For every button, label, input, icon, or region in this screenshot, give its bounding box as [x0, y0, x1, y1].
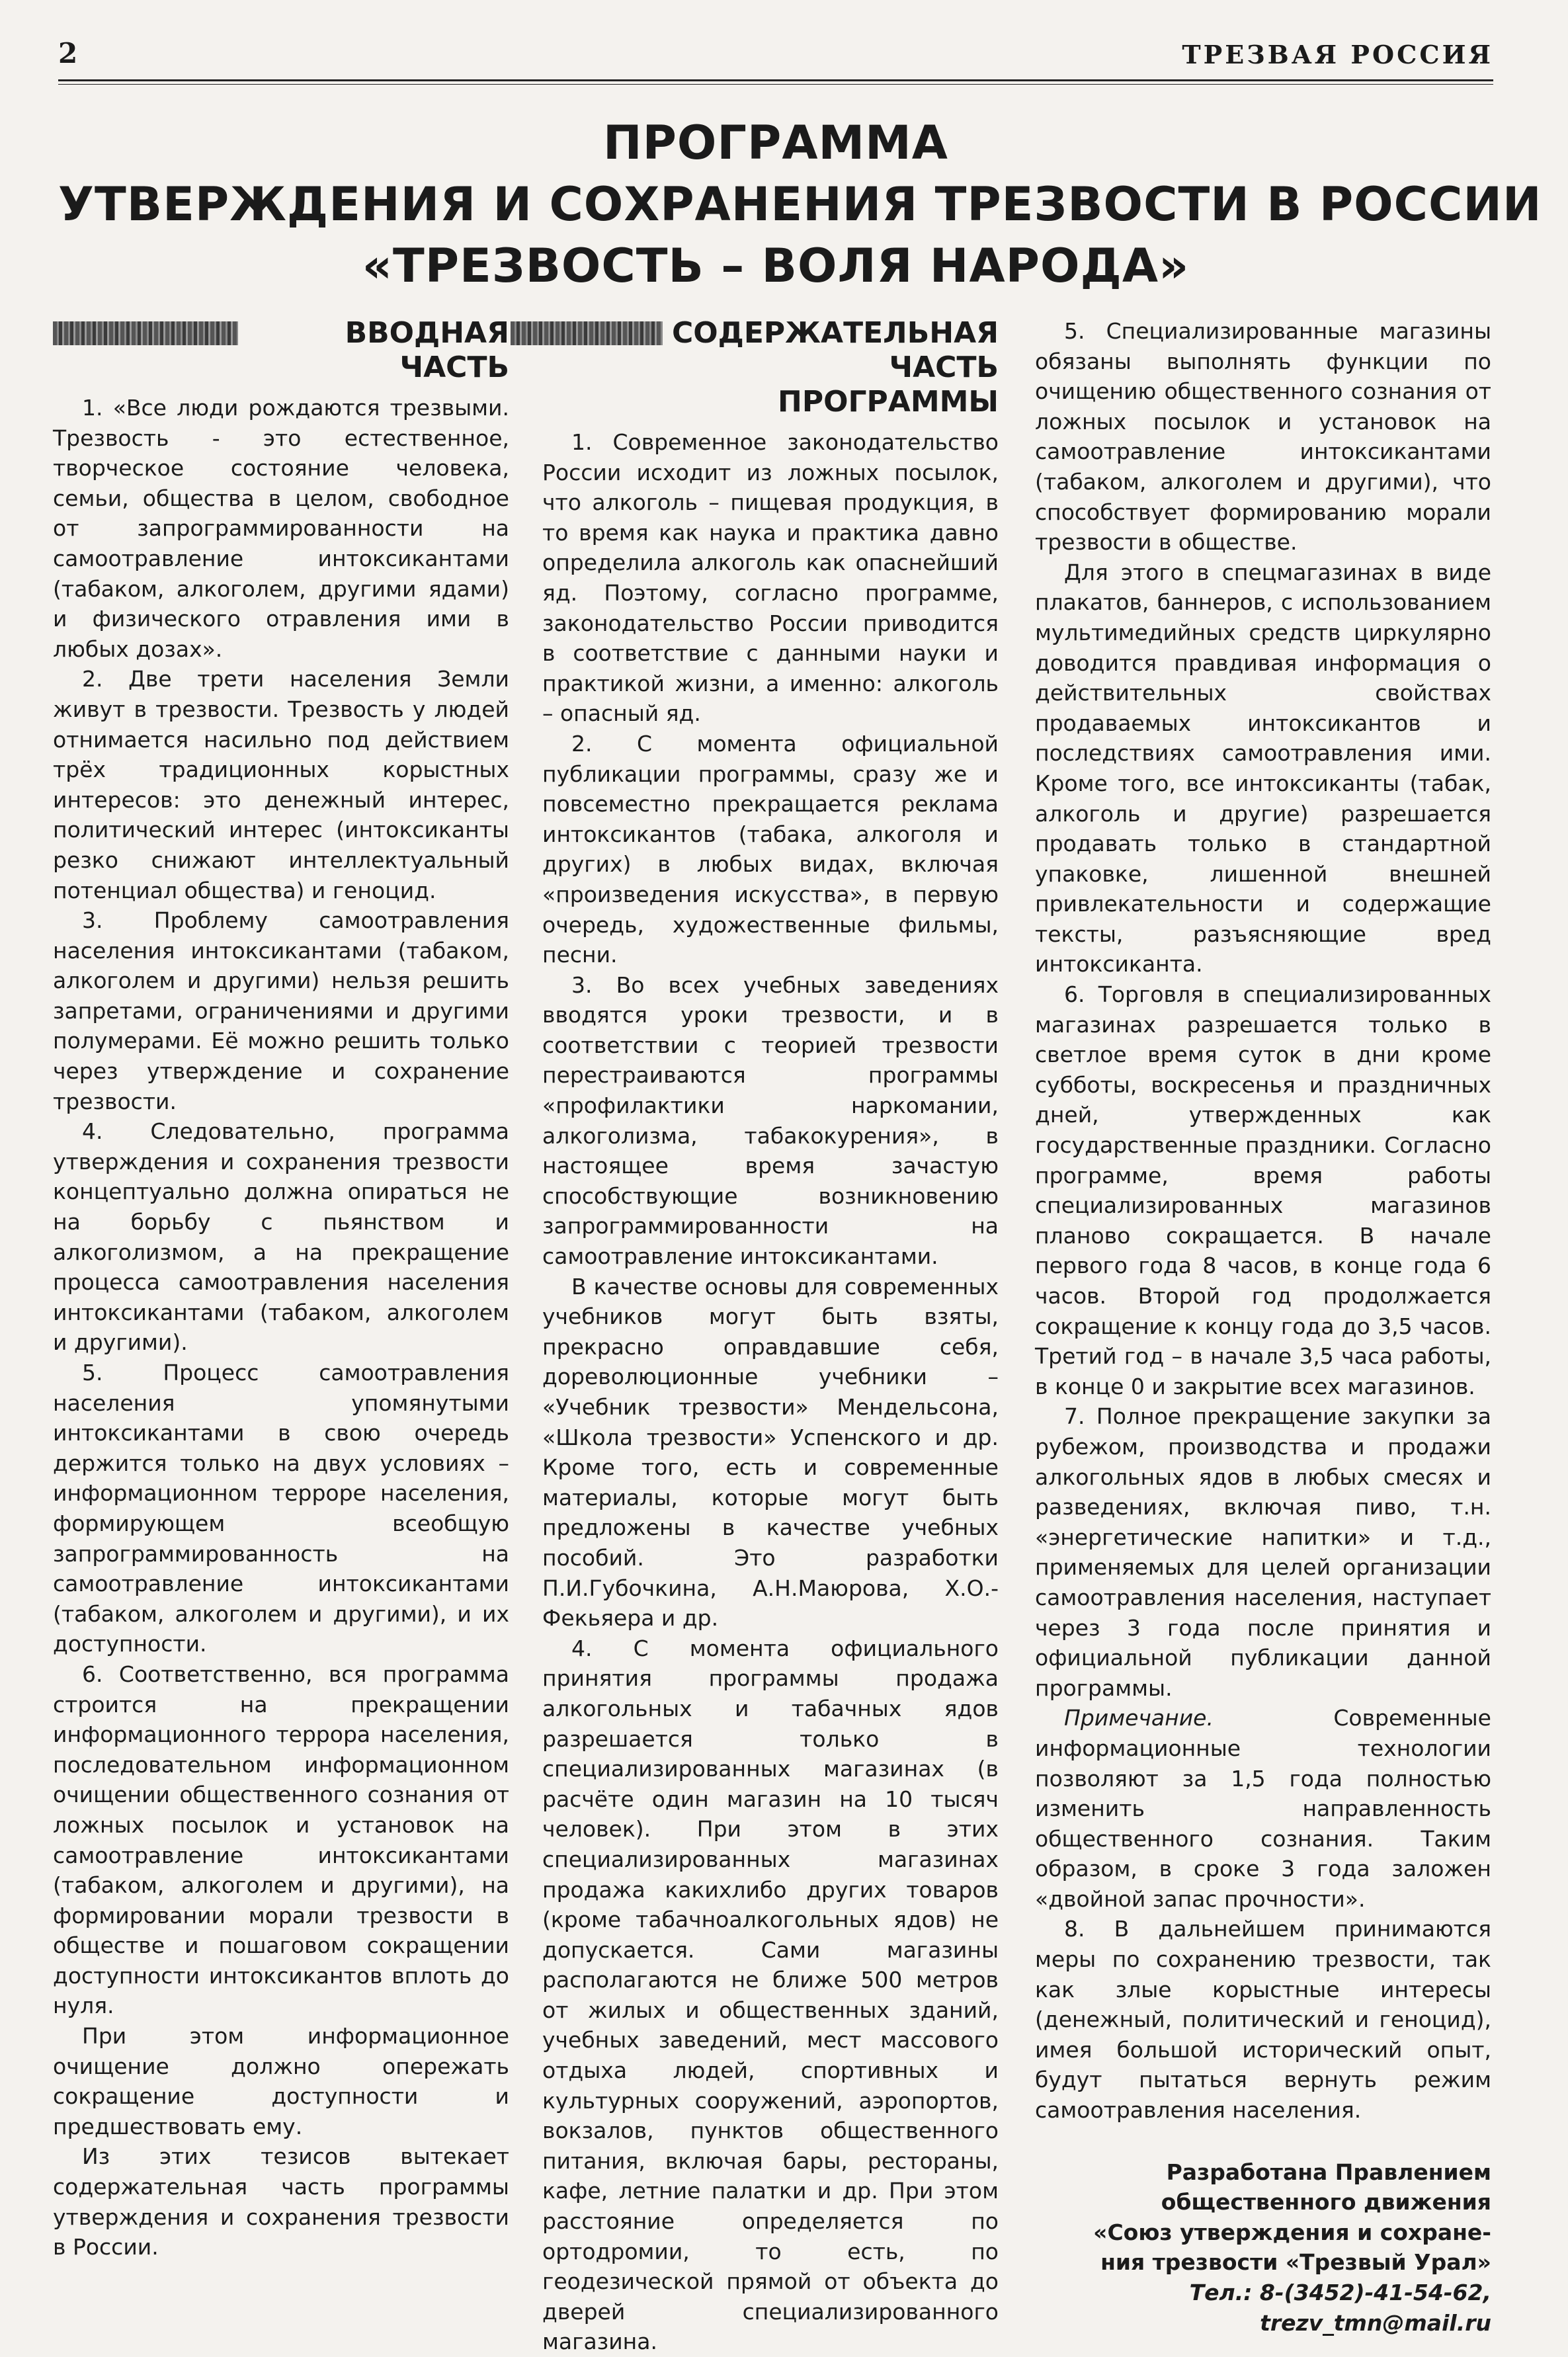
article-title: [58, 112, 1542, 297]
page-number: 2: [58, 37, 78, 69]
newspaper-name: ТРЕЗВАЯ РОССИЯ: [1182, 40, 1493, 69]
title-line-2: УТВЕРЖДЕНИЯ И СОХРАНЕНИЯ ТРЕЗВОСТИ В РОССИИ: [58, 177, 1542, 231]
paragraph: 6. Соответственно, вся программа строится на прекращении информационного террора населения, последовательном информационном очищении общественного сознания от ложных посылок и установок на самоотравление интоксикантами (табаком, алкоголем и другими), на формировании морали трезвости в обществе и пошаговом сокращении доступности интоксикантов вплоть до нуля.: [53, 1661, 509, 2019]
signature-line-2: общественного движения: [1161, 2189, 1491, 2215]
paragraph: При этом информационное очищение должно опережать сокращение доступности и предшествовать ему.: [53, 2023, 509, 2139]
column-intro: [53, 316, 509, 2262]
column-content: [542, 316, 999, 2357]
content-heading-line-2: ЧАСТЬ ПРОГРАММЫ: [778, 351, 999, 419]
signature-line-4: ния трезвости «Трезвый Урал»: [1100, 2249, 1491, 2276]
page-header: [58, 37, 1493, 77]
paragraph: 1. «Все люди рождаются трезвыми. Трезвость - это естественное, творческое состояние человека, семьи, общества в целом, свободное от запрограммированности на самоотравление интоксикантами (табаком, алкоголем, другими ядами) и физического отравления ими в любых дозах».: [53, 395, 509, 662]
column-content-continued: [1035, 316, 1491, 2338]
heading-bar: [53, 321, 238, 345]
paragraph: 8. В дальнейшем принимаются меры по сохранению трезвости, так как злые корыстные интересы (денежный, политический и геноцид), имея большой исторический опыт, будут пытаться вернуть режим самоотравления населения.: [1035, 1916, 1491, 2124]
intro-heading: [53, 316, 509, 385]
contact-email: trezv_tmn@mail.ru: [1260, 2309, 1491, 2336]
paragraph: 2. Две трети населения Земли живут в трезвости. Трезвость у людей отнимается насильно под действием трёх традиционных корыстных интересов: это денежный интерес, политический интерес (интоксиканты резко снижают интеллектуальный потенциал общества) и геноцид.: [53, 666, 509, 903]
title-line-1: ПРОГРАММА: [603, 116, 948, 170]
paragraph: 4. С момента официального принятия программы продажа алкогольных и табачных ядов разрешается только в специализированных магазинах (в расчёте один магазин на 10 тысяч человек). При этом в этих специализированных магазинах продажа какихлибо других товаров (кроме табачноалкогольных ядов) не допускается. Сами магазины располагаются не ближе 500 метров от жилых и общественных зданий, учебных заведений, мест массового отдыха людей, спортивных и культурных сооружений, аэропортов, вокзалов, пунктов общественного питания, включая бары, рестораны, кафе, летние палатки и др. При этом расстояние определяется по ортодромии, то есть, по геодезической прямой от объекта до дверей специализированного магазина.: [542, 1635, 999, 2355]
paragraph: В качестве основы для современных учебников могут быть взяты, прекрасно оправдавшие себя, дореволюционные учебники – «Учебник трезвости» Мендельсона, «Школа трезвости» Успенского и др. Кроме того, есть и современные материалы, которые могут быть предложены в качестве учебных пособий. Это разработки П.И.Губочкина, А.Н.Маюрова, Х.О.-Фекьяера и др.: [542, 1273, 999, 1632]
intro-heading-text: ВВОДНАЯ ЧАСТЬ: [345, 316, 509, 384]
paragraph: Для этого в спецмагазинах в виде плакатов, баннеров, с использованием мультимедийных средств циркулярно доводится правдивая информация о действительных свойствах продаваемых интоксикантов и последствиях самоотравления ими. Кроме того, все интоксиканты (табак, алкоголь и другие) разрешается продавать только в стандартной упаковке, лишенной внешней привлекательности и содержащие тексты, разъясняющие вред интоксиканта.: [1035, 559, 1491, 977]
paragraph: 6. Торговля в специализированных магазинах разрешается только в светлое время суток в дни кроме субботы, воскресенья и праздничных дней, утвержденных как государственные праздники. Согласно программе, время работы специализированных магазинов планово сокращается. В начале первого года 8 часов, в конце года 6 часов. Второй год продолжается сокращение к концу года до 3,5 часов. Третий год – в начале 3,5 часа работы, в конце 0 и закрытие всех магазинов.: [1035, 981, 1491, 1399]
note-text: Современные информационные технологии позволяют за 1,5 года полностью изменить направленность общественного сознания. Таким образом, в сроке 3 года заложен «двойной запас прочности».: [1035, 1705, 1491, 1912]
note-paragraph: [1035, 1703, 1491, 1914]
heading-bar: [511, 321, 663, 345]
content-heading-line-1: СОДЕРЖАТЕЛЬНАЯ: [671, 316, 999, 350]
header-rule: [58, 79, 1493, 85]
paragraph: Из этих тезисов вытекает содержательная часть программы утверждения и сохранения трезвости в России.: [53, 2143, 509, 2260]
paragraph: 5. Процесс самоотравления населения упомянутыми интоксикантами в свою очередь держится только на двух условиях – информационном терроре населения, формирующем всеобщую запрограммированность на самоотравление интоксикантами (табаком, алкоголем и другими), и их доступности.: [53, 1360, 509, 1657]
note-label: Примечание.: [1064, 1705, 1214, 1731]
paragraph: 2. С момента официальной публикации программы, сразу же и повсеместно прекращается реклама интоксикантов (табака, алкоголя и других) в любых видах, включая «произведения искусства», в первую очередь, художественные фильмы, песни.: [542, 730, 999, 968]
contact-phone: Тел.: 8-(3452)-41-54-62,: [1189, 2280, 1491, 2305]
signature-line-1: Разработана Правлением: [1166, 2159, 1491, 2185]
paragraph: 3. Во всех учебных заведениях вводятся уроки трезвости, и в соответствии с теорией трезвости перестраиваются программы «профилактики наркомании, алкоголизма, табакокурения», в настоящее время зачастую способствующие возникновению запрограммированности на самоотравление интоксикантами.: [542, 972, 999, 1270]
paragraph: 7. Полное прекращение закупки за рубежом, производства и продажи алкогольных ядов в любых смесях и разведениях, включая пиво, т.н. «энергетические напитки» и т.д., применяемых для целей организации самоотравления населения, наступает через 3 года после принятия и официальной публикации данной программы.: [1035, 1403, 1491, 1701]
content-heading: [542, 316, 999, 419]
paragraph: 4. Следовательно, программа утверждения и сохранения трезвости концептуально должна опираться не на борьбу с пьянством и алкоголизмом, а на прекращение процесса самоотравления населения интоксикантами (табаком, алкоголем и другими).: [53, 1118, 509, 1356]
title-line-3: «ТРЕЗВОСТЬ – ВОЛЯ НАРОДА»: [362, 239, 1190, 293]
paragraph: 5. Специализированные магазины обязаны выполнять функции по очищению общественного сознания от ложных посылок и установок на самоотравление интоксикантами (табаком, алкоголем и другими), что способствует формированию морали трезвости в обществе.: [1035, 318, 1491, 556]
signature-line-3: «Союз утверждения и сохране-: [1093, 2219, 1491, 2245]
signature-block: [1035, 2157, 1491, 2338]
paragraph: 1. Современное законодательство России исходит из ложных посылок, что алкоголь – пищевая продукция, в то время как наука и практика давно определила алкоголь как опаснейший яд. Поэтому, согласно программе, законодательство России приводится в соответствие с данными науки и практикой жизни, а именно: алкоголь – опасный яд.: [542, 429, 999, 727]
paragraph: 3. Проблему самоотравления населения интоксикантами (табаком, алкоголем и другими) нельзя решить запретами, ограничениями и другими полумерами. Её можно решить только через утверждение и сохранение трезвости.: [53, 907, 509, 1114]
